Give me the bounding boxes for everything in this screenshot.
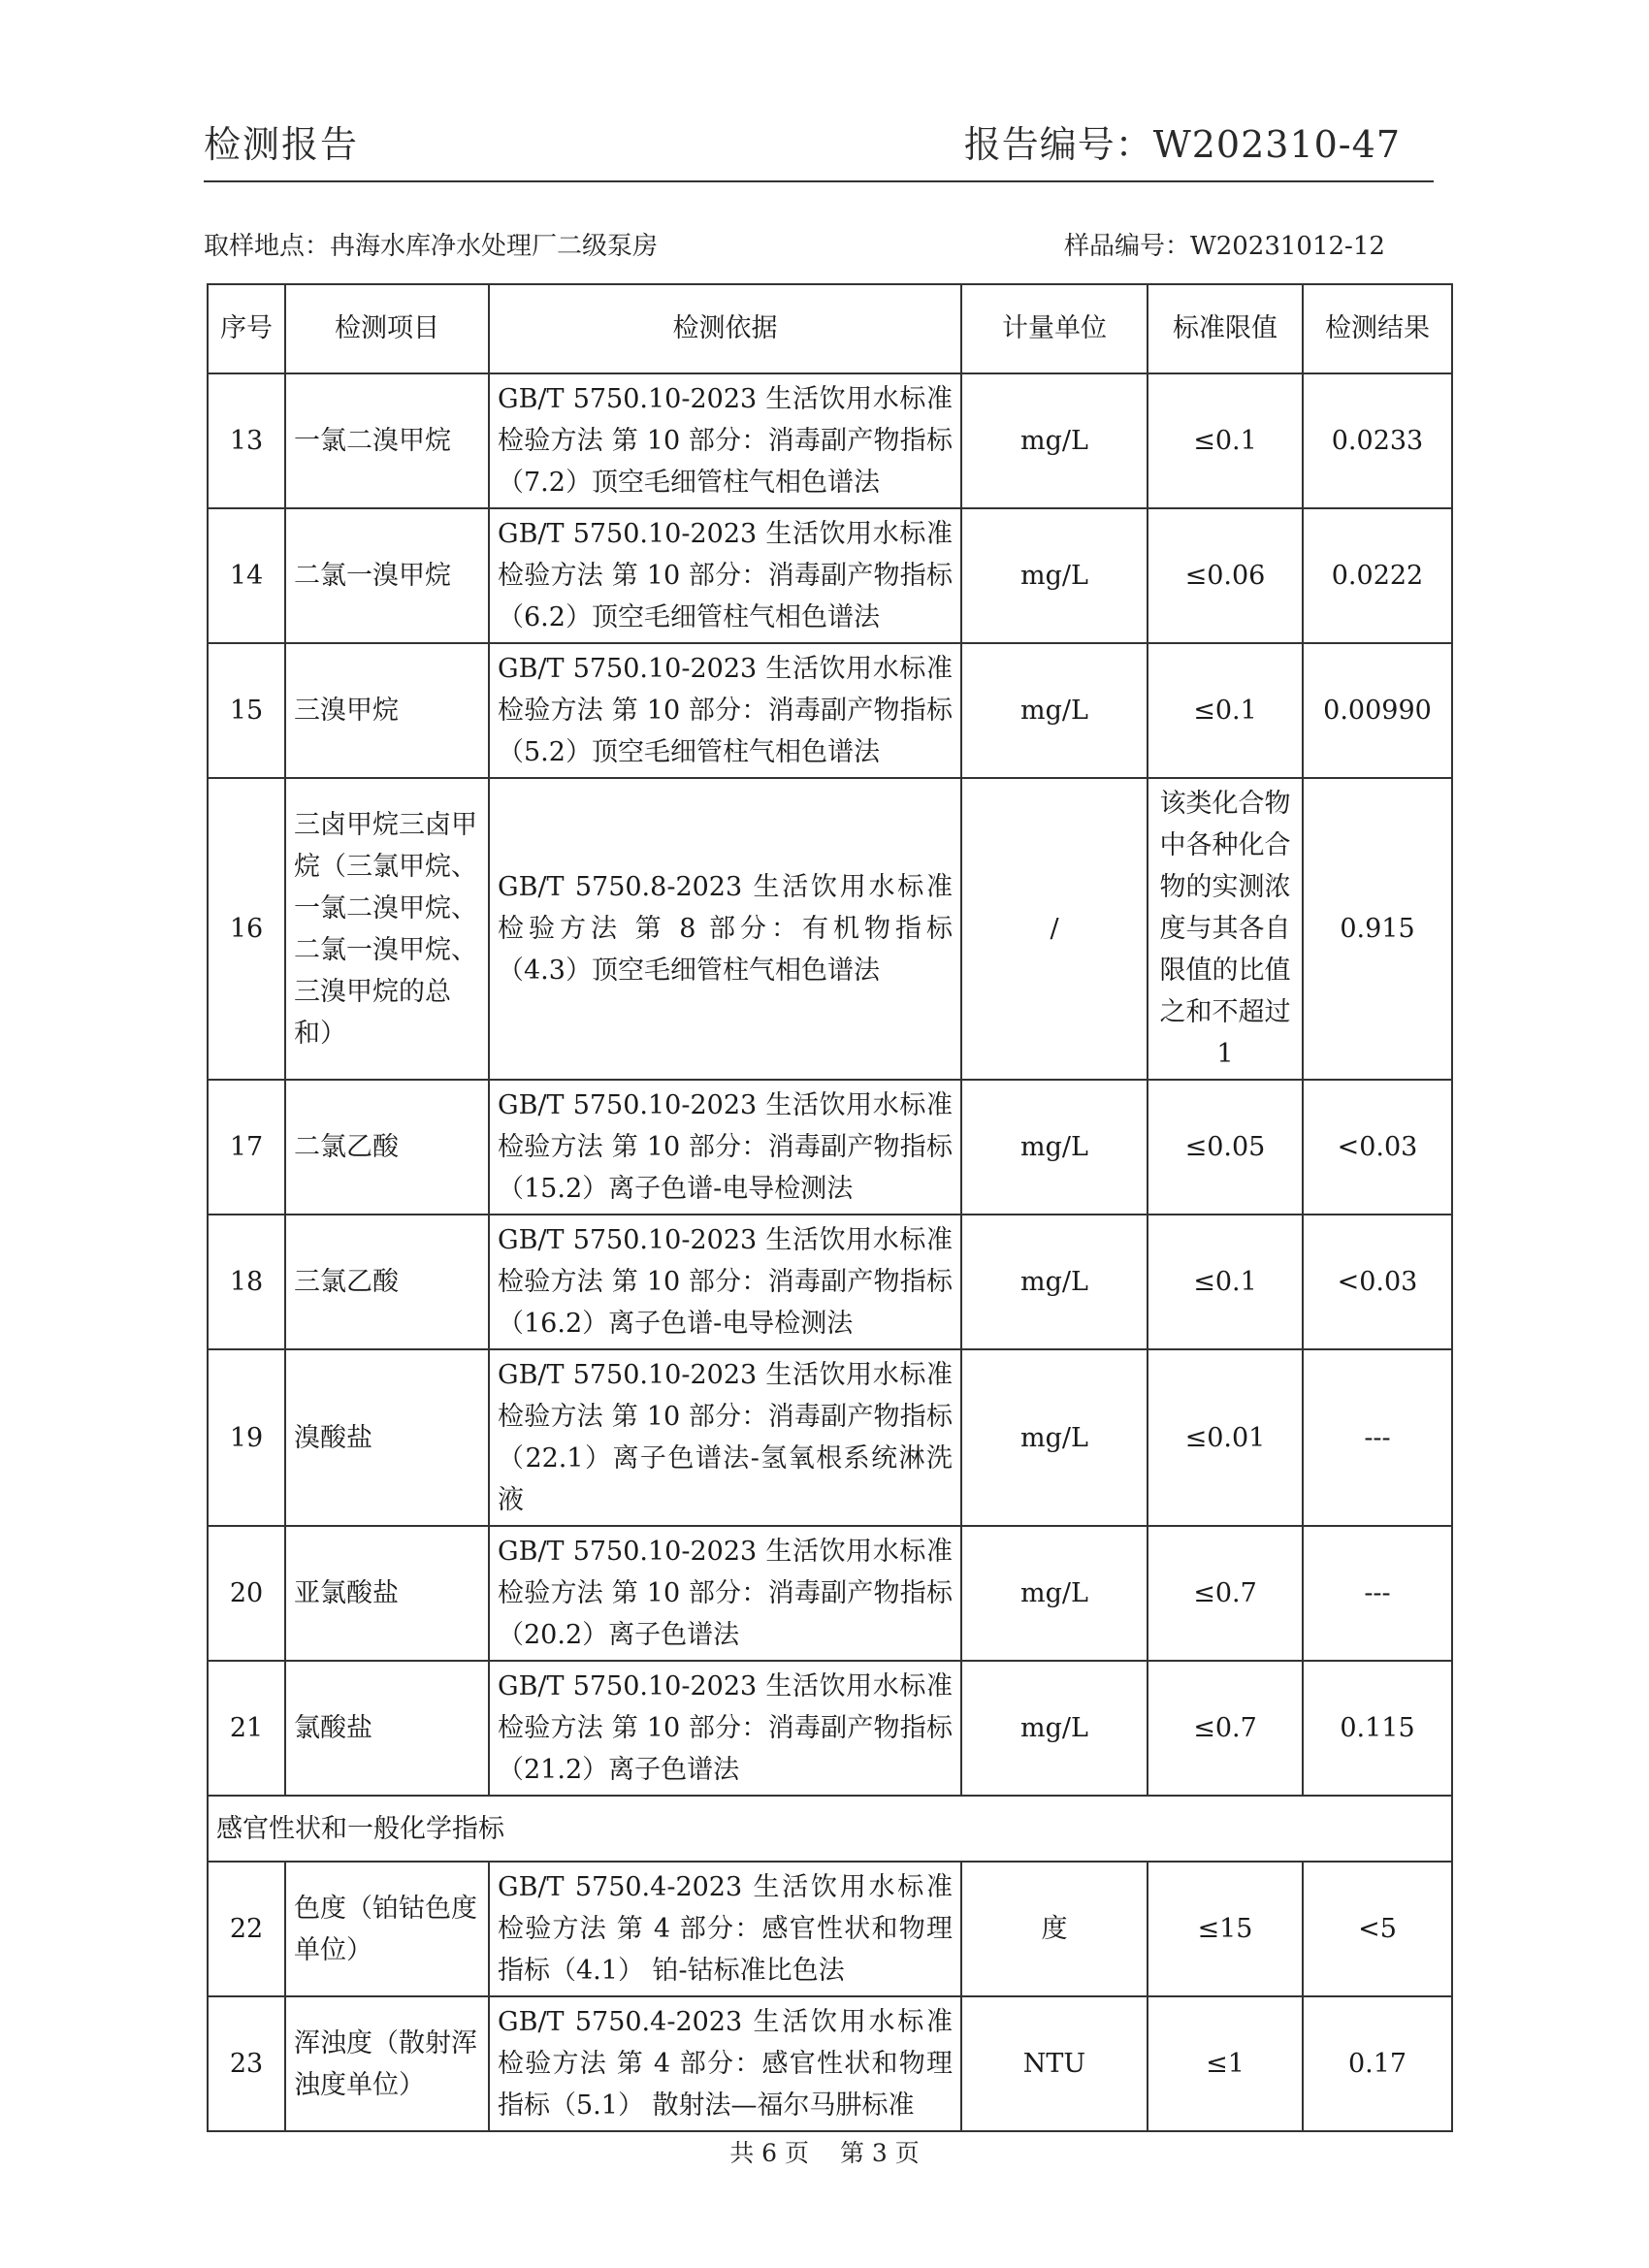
row-item: 氯酸盐 bbox=[285, 1661, 489, 1796]
row-item: 三溴甲烷 bbox=[285, 643, 489, 778]
row-unit: mg/L bbox=[961, 1661, 1148, 1796]
row-result: --- bbox=[1303, 1349, 1452, 1526]
page-footer bbox=[0, 2134, 1649, 2169]
section-label: 感官性状和一般化学指标 bbox=[208, 1796, 1452, 1862]
row-limit: ≤15 bbox=[1148, 1862, 1303, 1996]
table-row bbox=[208, 508, 1452, 643]
row-item: 三卤甲烷三卤甲烷（三氯甲烷、一氯二溴甲烷、二氯一溴甲烷、三溴甲烷的总和） bbox=[285, 778, 489, 1080]
row-item: 二氯一溴甲烷 bbox=[285, 508, 489, 643]
row-no: 13 bbox=[208, 373, 285, 508]
row-limit: ≤1 bbox=[1148, 1996, 1303, 2131]
row-limit: ≤0.1 bbox=[1148, 643, 1303, 778]
row-unit: mg/L bbox=[961, 1349, 1148, 1526]
row-unit: mg/L bbox=[961, 508, 1148, 643]
row-no: 23 bbox=[208, 1996, 285, 2131]
row-limit: ≤0.05 bbox=[1148, 1080, 1303, 1215]
sampling-location: 取样地点：冉海水库净水处理厂二级泵房 bbox=[204, 232, 659, 261]
report-number: 报告编号：W202310-47 bbox=[963, 123, 1401, 166]
col-header-basis: 检测依据 bbox=[489, 284, 961, 373]
col-header-limit: 标准限值 bbox=[1148, 284, 1303, 373]
row-basis: GB/T 5750.10-2023 生活饮用水标准检验方法 第 10 部分：消毒副产物指标（5.2）顶空毛细管柱气相色谱法 bbox=[489, 643, 961, 778]
row-unit: mg/L bbox=[961, 1080, 1148, 1215]
row-result: 0.115 bbox=[1303, 1661, 1452, 1796]
row-basis: GB/T 5750.10-2023 生活饮用水标准检验方法 第 10 部分：消毒副产物指标（22.1）离子色谱法-氢氧根系统淋洗液 bbox=[489, 1349, 961, 1526]
table-header-row bbox=[208, 284, 1452, 373]
row-basis: GB/T 5750.10-2023 生活饮用水标准检验方法 第 10 部分：消毒副产物指标（16.2）离子色谱-电导检测法 bbox=[489, 1215, 961, 1349]
row-basis: GB/T 5750.10-2023 生活饮用水标准检验方法 第 10 部分：消毒副产物指标（21.2）离子色谱法 bbox=[489, 1661, 961, 1796]
row-no: 22 bbox=[208, 1862, 285, 1996]
row-limit: ≤0.1 bbox=[1148, 373, 1303, 508]
row-result: --- bbox=[1303, 1526, 1452, 1661]
row-no: 14 bbox=[208, 508, 285, 643]
results-table bbox=[207, 283, 1453, 2132]
sample-number: 样品编号：W20231012-12 bbox=[1064, 232, 1385, 261]
row-item: 浑浊度（散射浑浊度单位） bbox=[285, 1996, 489, 2131]
table-row bbox=[208, 1349, 1452, 1526]
row-result: <0.03 bbox=[1303, 1215, 1452, 1349]
row-result: 0.00990 bbox=[1303, 643, 1452, 778]
row-unit: / bbox=[961, 778, 1148, 1080]
table-row bbox=[208, 1526, 1452, 1661]
table-row bbox=[208, 1215, 1452, 1349]
row-item: 三氯乙酸 bbox=[285, 1215, 489, 1349]
row-basis: GB/T 5750.4-2023 生活饮用水标准检验方法 第 4 部分：感官性状和物理指标（5.1） 散射法—福尔马肼标准 bbox=[489, 1996, 961, 2131]
col-header-unit: 计量单位 bbox=[961, 284, 1148, 373]
row-basis: GB/T 5750.10-2023 生活饮用水标准检验方法 第 10 部分：消毒副产物指标（20.2）离子色谱法 bbox=[489, 1526, 961, 1661]
row-basis: GB/T 5750.8-2023 生活饮用水标准检验方法 第 8 部分：有机物指标（4.3）顶空毛细管柱气相色谱法 bbox=[489, 778, 961, 1080]
col-header-item: 检测项目 bbox=[285, 284, 489, 373]
row-result: 0.0233 bbox=[1303, 373, 1452, 508]
row-limit: ≤0.01 bbox=[1148, 1349, 1303, 1526]
row-item: 一氯二溴甲烷 bbox=[285, 373, 489, 508]
table-row bbox=[208, 1080, 1452, 1215]
row-no: 19 bbox=[208, 1349, 285, 1526]
row-limit: ≤0.1 bbox=[1148, 1215, 1303, 1349]
row-limit: ≤0.7 bbox=[1148, 1661, 1303, 1796]
row-no: 15 bbox=[208, 643, 285, 778]
row-unit: 度 bbox=[961, 1862, 1148, 1996]
row-result: 0.915 bbox=[1303, 778, 1452, 1080]
row-unit: mg/L bbox=[961, 373, 1148, 508]
row-item: 二氯乙酸 bbox=[285, 1080, 489, 1215]
row-basis: GB/T 5750.10-2023 生活饮用水标准检验方法 第 10 部分：消毒副产物指标（15.2）离子色谱-电导检测法 bbox=[489, 1080, 961, 1215]
report-title: 检测报告 bbox=[204, 123, 360, 166]
row-item: 亚氯酸盐 bbox=[285, 1526, 489, 1661]
row-no: 18 bbox=[208, 1215, 285, 1349]
row-limit: ≤0.06 bbox=[1148, 508, 1303, 643]
row-no: 21 bbox=[208, 1661, 285, 1796]
current-page: 第 3 页 bbox=[839, 2139, 920, 2167]
col-header-result: 检测结果 bbox=[1303, 284, 1452, 373]
row-unit: mg/L bbox=[961, 1526, 1148, 1661]
row-result: 0.0222 bbox=[1303, 508, 1452, 643]
row-item: 溴酸盐 bbox=[285, 1349, 489, 1526]
row-unit: mg/L bbox=[961, 643, 1148, 778]
row-no: 16 bbox=[208, 778, 285, 1080]
row-basis: GB/T 5750.10-2023 生活饮用水标准检验方法 第 10 部分：消毒副产物指标（6.2）顶空毛细管柱气相色谱法 bbox=[489, 508, 961, 643]
row-result: 0.17 bbox=[1303, 1996, 1452, 2131]
row-basis: GB/T 5750.10-2023 生活饮用水标准检验方法 第 10 部分：消毒副产物指标（7.2）顶空毛细管柱气相色谱法 bbox=[489, 373, 961, 508]
total-pages: 共 6 页 bbox=[729, 2139, 810, 2167]
row-result: <0.03 bbox=[1303, 1080, 1452, 1215]
section-row bbox=[208, 1796, 1452, 1862]
col-header-no: 序号 bbox=[208, 284, 285, 373]
row-item: 色度（铂钴色度单位） bbox=[285, 1862, 489, 1996]
table-row bbox=[208, 1862, 1452, 1996]
row-basis: GB/T 5750.4-2023 生活饮用水标准检验方法 第 4 部分：感官性状和物理指标（4.1） 铂-钴标准比色法 bbox=[489, 1862, 961, 1996]
table-row bbox=[208, 778, 1452, 1080]
header-divider bbox=[204, 180, 1434, 182]
row-unit: NTU bbox=[961, 1996, 1148, 2131]
row-limit: 该类化合物中各种化合物的实测浓度与其各自限值的比值之和不超过1 bbox=[1148, 778, 1303, 1080]
row-unit: mg/L bbox=[961, 1215, 1148, 1349]
row-limit: ≤0.7 bbox=[1148, 1526, 1303, 1661]
row-no: 17 bbox=[208, 1080, 285, 1215]
table-row bbox=[208, 373, 1452, 508]
table-row bbox=[208, 643, 1452, 778]
row-no: 20 bbox=[208, 1526, 285, 1661]
row-result: <5 bbox=[1303, 1862, 1452, 1996]
table-row bbox=[208, 1661, 1452, 1796]
table-row bbox=[208, 1996, 1452, 2131]
